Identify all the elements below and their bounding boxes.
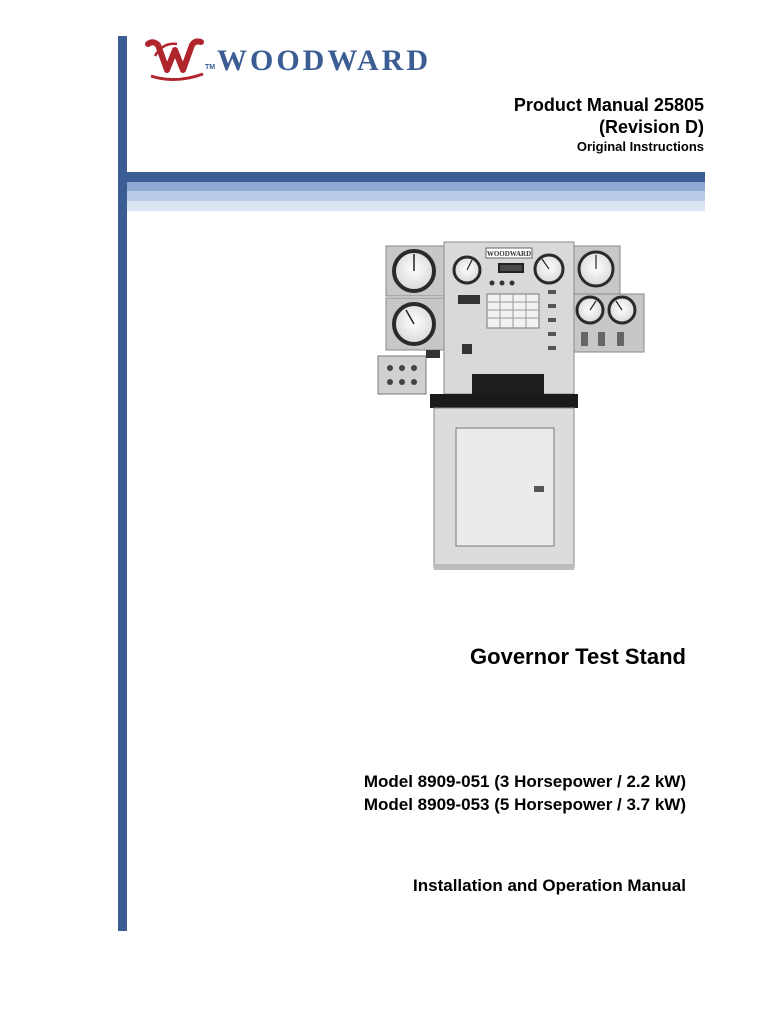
band-lightest xyxy=(127,201,705,211)
original-instructions-label: Original Instructions xyxy=(576,139,704,154)
model-line: Model 8909-053 (5 Horsepower / 3.7 kW) xyxy=(363,795,686,814)
document-title: Governor Test Stand xyxy=(470,644,686,669)
woodward-mark-icon xyxy=(145,38,207,82)
band-medium xyxy=(127,182,705,191)
model-list xyxy=(364,770,686,816)
trademark-label: TM xyxy=(205,64,216,71)
band-light xyxy=(127,191,705,201)
test-stand-photo xyxy=(374,238,664,576)
left-accent-bar xyxy=(118,36,127,931)
header-block xyxy=(514,94,704,156)
panel-logo: WOODWARD xyxy=(486,250,532,258)
woodward-logo xyxy=(145,38,445,82)
revision-label: (Revision D) xyxy=(598,117,704,137)
manual-number: Product Manual 25805 xyxy=(513,95,704,115)
band-dark xyxy=(127,172,705,182)
header-bands xyxy=(127,172,705,211)
model-line: Model 8909-051 (3 Horsepower / 2.2 kW) xyxy=(363,772,686,791)
brand-name: WOODWARD xyxy=(217,44,432,77)
document-subtitle: Installation and Operation Manual xyxy=(413,876,686,895)
